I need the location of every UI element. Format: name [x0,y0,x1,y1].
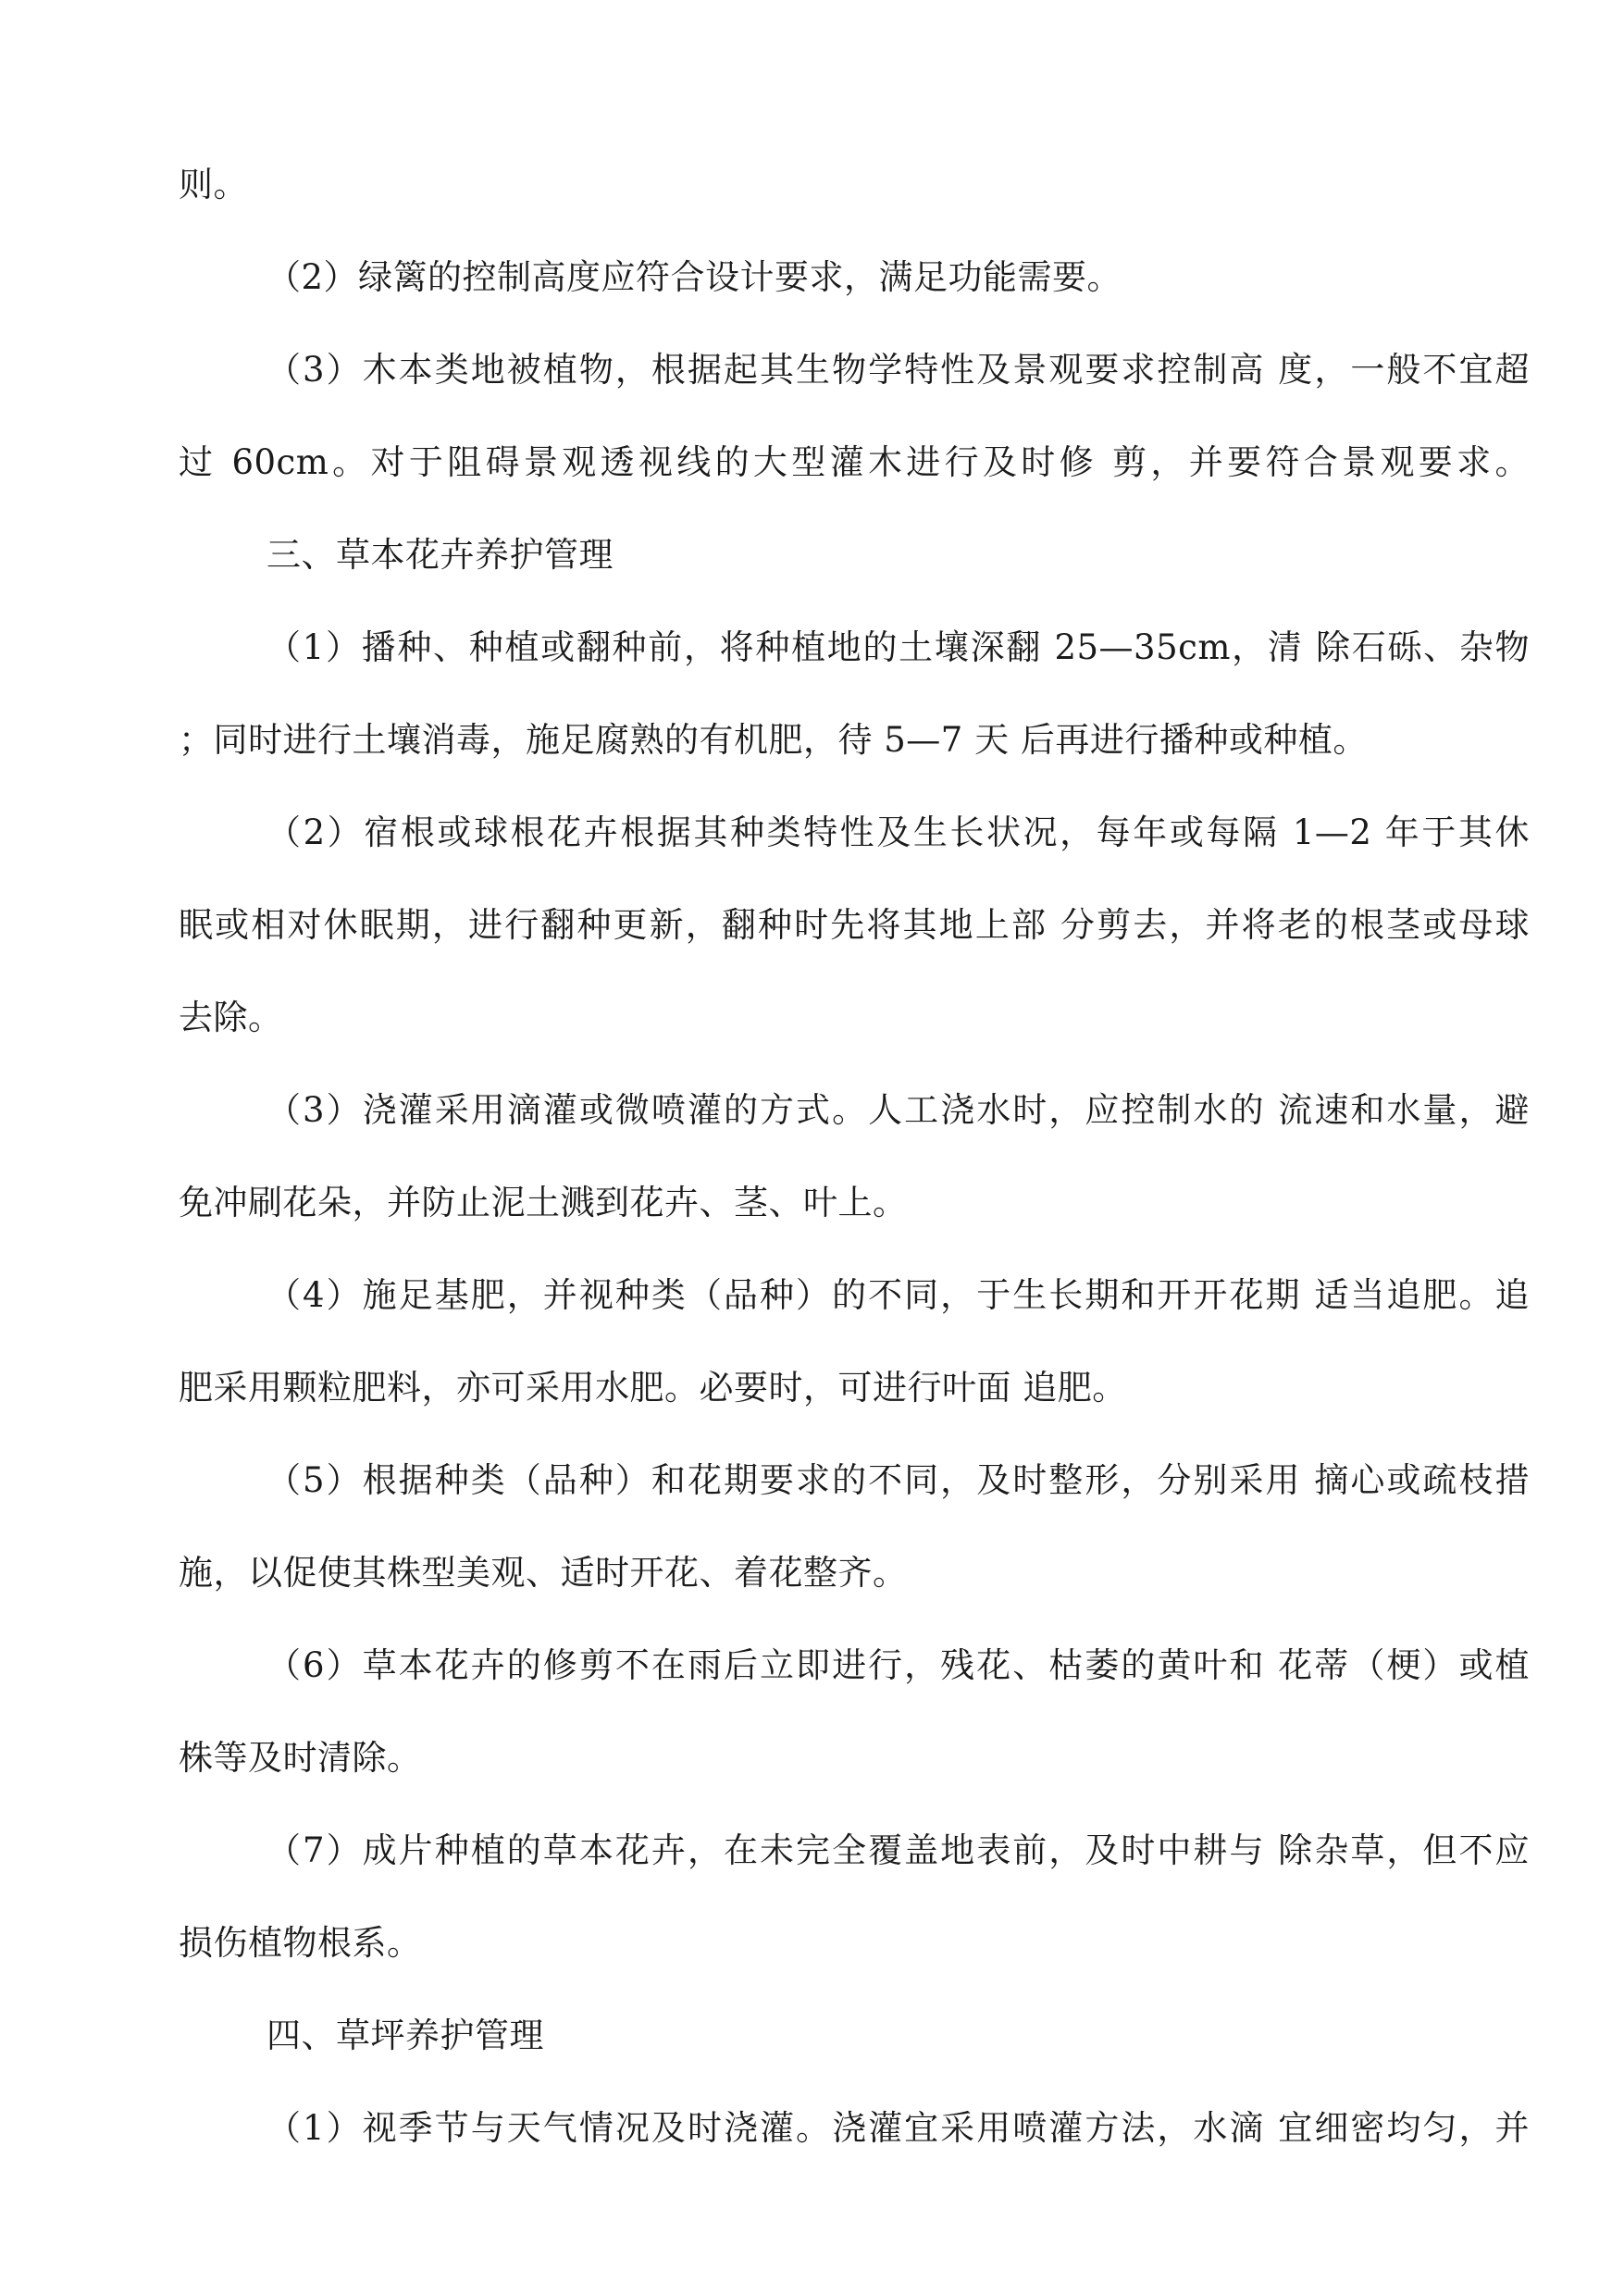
text-line: 眠或相对休眠期，进行翻种更新，翻种时先将其地上部 分剪去，并将老的根茎或母球 [179,905,1530,945]
text-line: （4）施足基肥，并视种类（品种）的不同，于生长期和开开花期 适当追肥。追 [267,1275,1530,1315]
text-line: （2）宿根或球根花卉根据其种类特性及生长状况，每年或每隔 1—2 年于其休 [267,813,1530,852]
text-line: （6）草本花卉的修剪不在雨后立即进行，残花、枯萎的黄叶和 花蒂（梗）或植 [267,1645,1530,1685]
section-heading: 四、草坪养护管理 [267,2016,544,2055]
text-line: （1）视季节与天气情况及时浇灌。浇灌宜采用喷灌方法，水滴 宜细密均匀，并 [267,2108,1530,2148]
text-line: 株等及时清除。 [179,1738,422,1778]
text-line: （1）播种、种植或翻种前，将种植地的土壤深翻 25—35cm，清 除石砾、杂物 [267,627,1530,667]
text-line: ；同时进行土壤消毒，施足腐熟的有机肥，待 5—7 天 后再进行播种或种植。 [179,720,1368,760]
text-line: 去除。 [179,998,283,1037]
text-line: 肥采用颗粒肥料，亦可采用水肥。必要时，可进行叶面 追肥。 [179,1368,1127,1408]
text-line: 免冲刷花朵，并防止泥土溅到花卉、茎、叶上。 [179,1183,908,1222]
text-line: 损伤植物根系。 [179,1923,422,1963]
text-line: （3）木本类地被植物，根据起其生物学特性及景观要求控制高 度，一般不宜超 [267,350,1530,390]
text-line: （5）根据种类（品种）和花期要求的不同，及时整形，分别采用 摘心或疏枝措 [267,1460,1530,1500]
text-line: 过 60cm。对于阻碍景观透视线的大型灌木进行及时修 剪，并要符合景观要求。 [179,442,1530,482]
section-heading: 三、草本花卉养护管理 [267,535,614,575]
text-line: 则。 [179,165,248,205]
text-line: 施，以促使其株型美观、适时开花、着花整齐。 [179,1553,908,1593]
text-line: （2）绿篱的控制高度应符合设计要求，满足功能需要。 [267,257,1122,297]
text-line: （3）浇灌采用滴灌或微喷灌的方式。人工浇水时，应控制水的 流速和水量，避 [267,1090,1530,1130]
text-line: （7）成片种植的草本花卉，在未完全覆盖地表前，及时中耕与 除杂草，但不应 [267,1830,1530,1870]
